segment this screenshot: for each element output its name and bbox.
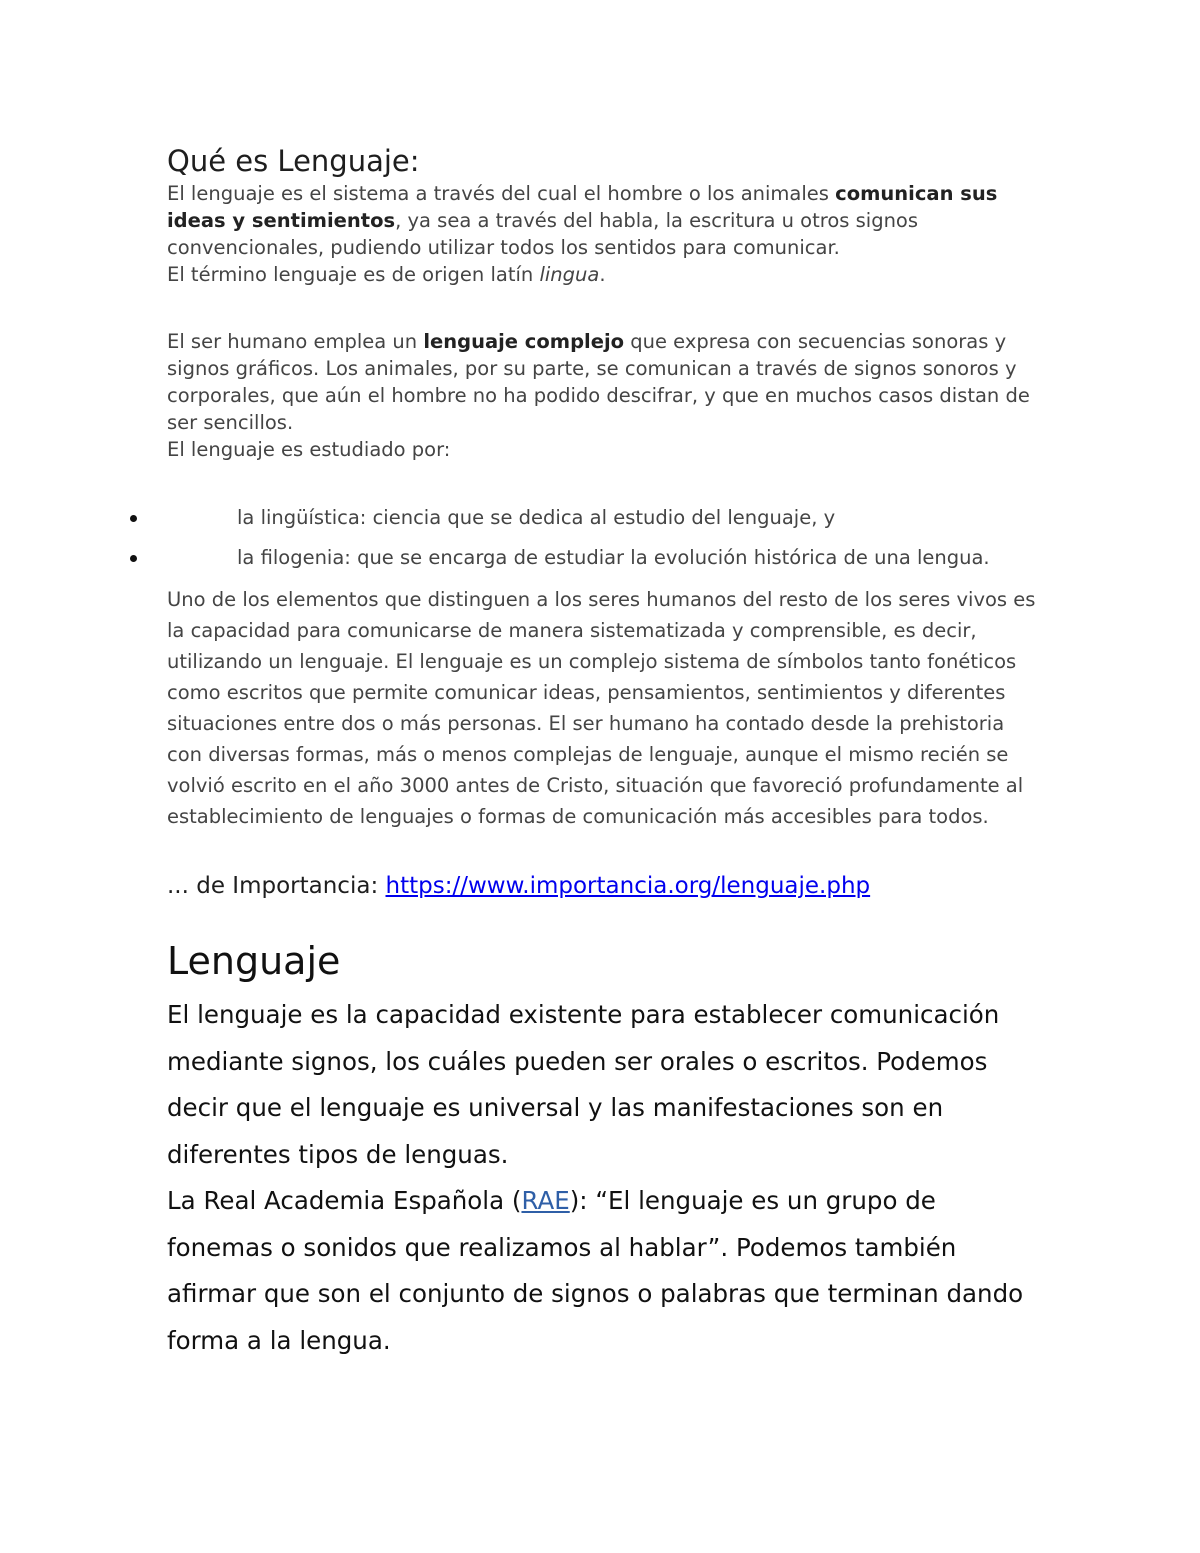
elements-paragraph: Uno de los elementos que distinguen a los seres humanos del resto de los seres vivos es la capacidad para comunicarse de manera sistematizada y comprensible, es decir, utilizando un lenguaje. El lenguaje es un complejo sistema de símbolos tanto fonéticos como escritos que permite comunicar ideas, pensamientos, sentimientos y diferentes situaciones entre dos o más personas. El ser humano ha contado desde la prehistoria con diversas formas, más o menos complejas de lenguaje, aunque el mismo recién se volvió escrito en el año 3000 antes de Cristo, situación que favoreció profundamente al establecimiento de lenguajes o formas de comunicación más accesibles para todos. — [167, 588, 1036, 828]
list-item — [167, 544, 1037, 571]
origin-paragraph — [167, 261, 1037, 288]
rae-paragraph — [167, 1178, 1037, 1364]
section-heading: Lenguaje — [167, 939, 341, 983]
human-language-text-2: que expresa con secuencias sonoras y signos gráficos. Los animales, por su parte, se comunican a través de signos sonoros y corporales, que aún el hombre no ha podido descifrar, y que en muchos casos distan de ser sencillos. — [167, 330, 1030, 434]
study-list — [167, 504, 1037, 571]
source-link[interactable]: https://www.importancia.org/lenguaje.php — [385, 873, 871, 899]
document-content — [167, 142, 1037, 1364]
list-item-text: la filogenia: que se encarga de estudiar la evolución histórica de una lengua. — [237, 546, 990, 569]
page-title: Qué es Lenguaje: — [167, 144, 420, 178]
origin-italic: lingua — [539, 263, 600, 286]
list-item — [167, 504, 1037, 531]
capacity-paragraph: El lenguaje es la capacidad existente para establecer comunicación mediante signos, los cuáles pueden ser orales o escritos. Podemos decir que el lenguaje es universal y las manifestaciones son en diferentes tipos de lenguas. — [167, 1000, 1000, 1169]
studied-by-line: El lenguaje es estudiado por: — [167, 438, 451, 461]
definition-text-2: , ya sea a través del habla, la escritura u otros signos convencionales, pudiendo utilizar todos los sentidos para comunicar. — [167, 209, 919, 259]
bullet-icon — [130, 555, 137, 562]
rae-text-1: La Real Academia Española ( — [167, 1186, 522, 1215]
list-item-text: la lingüística: ciencia que se dedica al estudio del lenguaje, y — [237, 506, 836, 529]
definition-text-1: El lenguaje es el sistema a través del cual el hombre o los animales — [167, 182, 836, 205]
human-language-paragraph — [167, 328, 1037, 436]
bullet-icon — [130, 515, 137, 522]
origin-text-2: . — [599, 263, 606, 286]
source-line — [167, 870, 1037, 902]
origin-text-1: El término lenguaje es de origen latín — [167, 263, 540, 286]
source-prefix: ... de Importancia: — [167, 873, 386, 899]
human-language-bold: lenguaje complejo — [423, 330, 625, 353]
rae-link[interactable]: RAE — [521, 1186, 570, 1215]
rae-text-2: ): “El lenguaje es un grupo de fonemas o sonidos que realizamos al hablar”. Podemos también afirmar que son el conjunto de signos o palabras que terminan dando forma a la lengua. — [167, 1186, 1024, 1355]
definition-bold: comunican sus ideas y sentimientos — [167, 182, 998, 232]
definition-paragraph — [167, 180, 1037, 261]
human-language-text-1: El ser humano emplea un — [167, 330, 424, 353]
